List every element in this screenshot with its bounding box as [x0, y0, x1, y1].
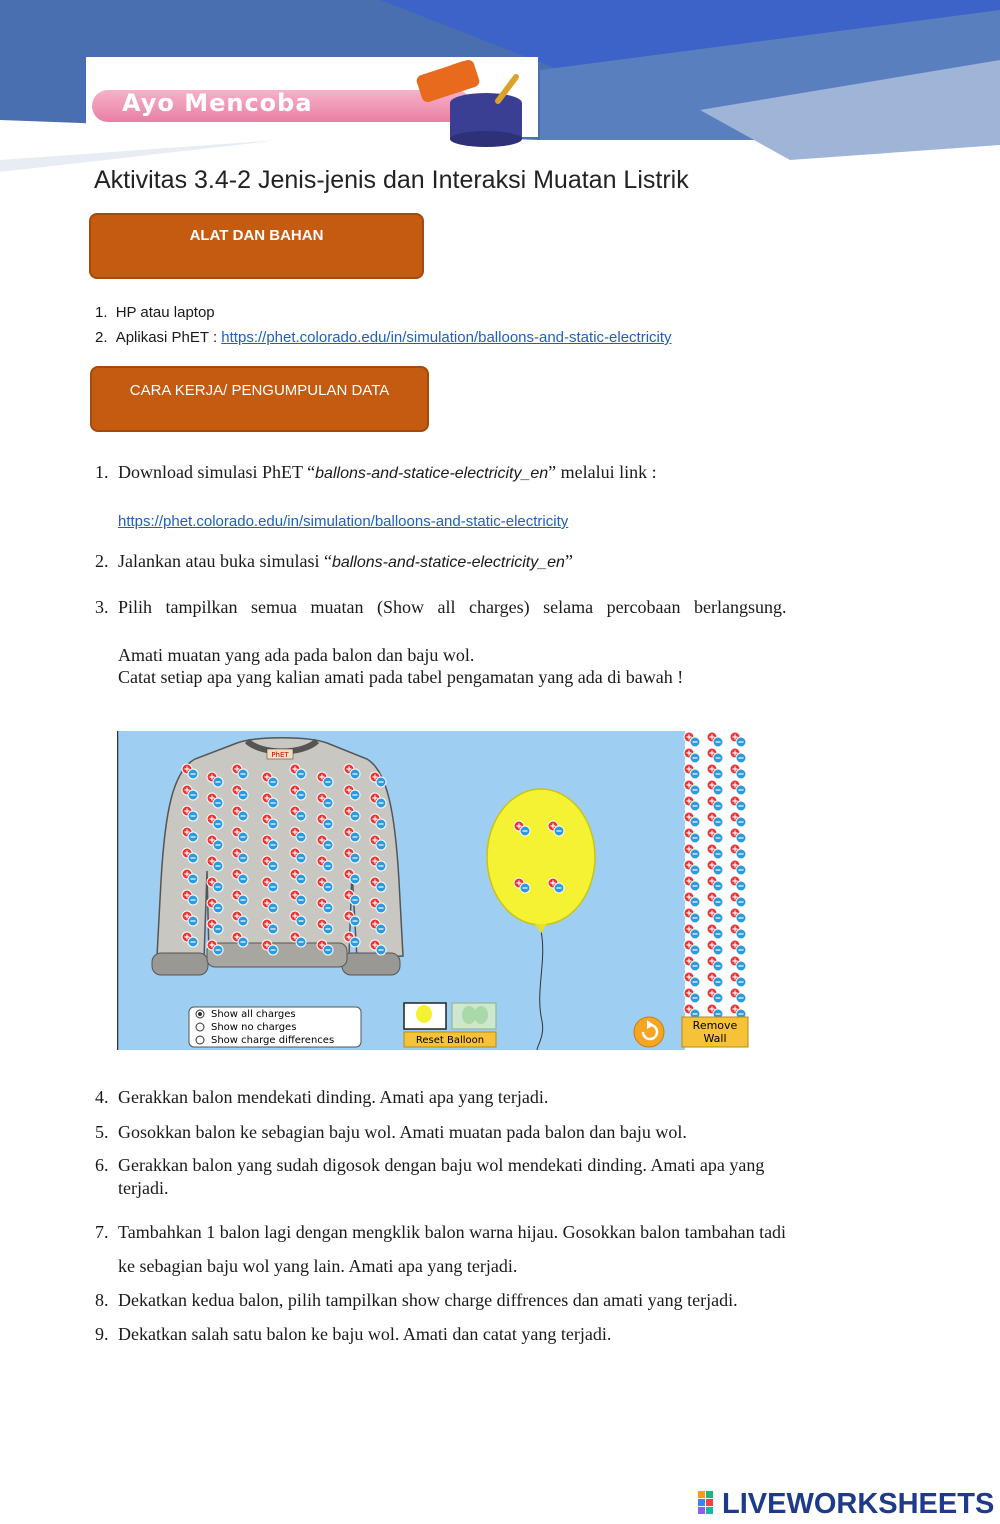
phet-link[interactable]: https://phet.colorado.edu/in/simulation/balloons-and-static-electricity: [118, 513, 569, 530]
list-text: Aplikasi PhET :: [115, 329, 222, 346]
phet-link[interactable]: https://phet.colorado.edu/in/simulation/balloons-and-static-electricity: [221, 329, 672, 346]
remove-wall-label: Wall: [703, 1032, 727, 1045]
step-number: 1.: [95, 462, 109, 482]
step-text: Dekatkan kedua balon, pilih tampilkan show charge diffrences dan amati yang terjadi.: [118, 1290, 738, 1310]
step-text: Gerakkan balon mendekati dinding. Amati apa yang terjadi.: [118, 1087, 549, 1107]
step-number: 8.: [95, 1290, 109, 1310]
list-number: 1.: [95, 304, 108, 321]
step-number: 5.: [95, 1122, 109, 1142]
step-text: Tambahkan 1 balon lagi dengan mengklik balon warna hijau. Gosokkan balon tambahan tadi: [118, 1222, 787, 1242]
step-number: 2.: [95, 551, 109, 571]
liveworksheets-logo-icon: [698, 1491, 722, 1515]
radio-show-differences: Show charge differences: [211, 1035, 335, 1046]
step-text: Pilih tampilkan semua muatan (Show all charges) selama percobaan berlangsung.: [118, 597, 787, 617]
step-text: ke sebagian baju wol yang lain. Amati apa yang terjadi.: [118, 1256, 518, 1276]
svg-text:PhET: PhET: [271, 751, 289, 759]
step-text: Catat setiap apa yang kalian amati pada tabel pengamatan yang ada di bawah !: [118, 667, 684, 687]
reset-balloon-button: Reset Balloon: [415, 1035, 485, 1046]
step-number: 6.: [95, 1155, 109, 1175]
step-text: terjadi.: [118, 1178, 169, 1198]
step-text: Jalankan atau buka simulasi “ballons-and-statice-electricity_en”: [118, 551, 573, 571]
step-number: 7.: [95, 1222, 109, 1242]
radio-show-none: Show no charges: [211, 1022, 297, 1033]
list-item: [95, 304, 215, 321]
radio-show-all: Show all charges: [211, 1009, 296, 1020]
step-text: Amati muatan yang ada pada balon dan baju wol.: [118, 645, 475, 665]
banner-label: Ayo Mencoba: [122, 89, 313, 117]
step-number: 3.: [95, 597, 109, 617]
charge-display-options: [189, 1007, 361, 1047]
steps-heading-box: [90, 366, 429, 432]
tools-heading: ALAT DAN BAHAN: [189, 227, 324, 244]
liveworksheets-logo: LIVEWORKSHEETS: [722, 1488, 995, 1520]
step-text: Gerakkan balon yang sudah digosok dengan baju wol mendekati dinding. Amati apa yang: [118, 1155, 765, 1175]
page-title: Aktivitas 3.4-2 Jenis-jenis dan Interaksi Muatan Listrik: [94, 166, 689, 194]
steps-heading: CARA KERJA/ PENGUMPULAN DATA: [129, 382, 390, 399]
step-text: Gosokkan balon ke sebagian baju wol. Amati muatan pada balon dan baju wol.: [118, 1122, 687, 1142]
list-text: HP atau laptop: [115, 304, 215, 321]
balloon: [487, 789, 595, 925]
step-text: Dekatkan salah satu balon ke baju wol. Amati dan catat yang terjadi.: [118, 1324, 612, 1344]
step-number: 4.: [95, 1087, 109, 1107]
step-number: 9.: [95, 1324, 109, 1344]
tools-heading-box: [89, 213, 424, 279]
list-item: [95, 329, 672, 346]
step-text: Download simulasi PhET “ballons-and-statice-electricity_en” melalui link :: [118, 462, 657, 482]
list-number: 2.: [95, 329, 108, 346]
remove-wall-button: Remove: [692, 1019, 738, 1032]
phet-simulation: [117, 731, 765, 1050]
cooking-pot-icon: [408, 57, 528, 147]
